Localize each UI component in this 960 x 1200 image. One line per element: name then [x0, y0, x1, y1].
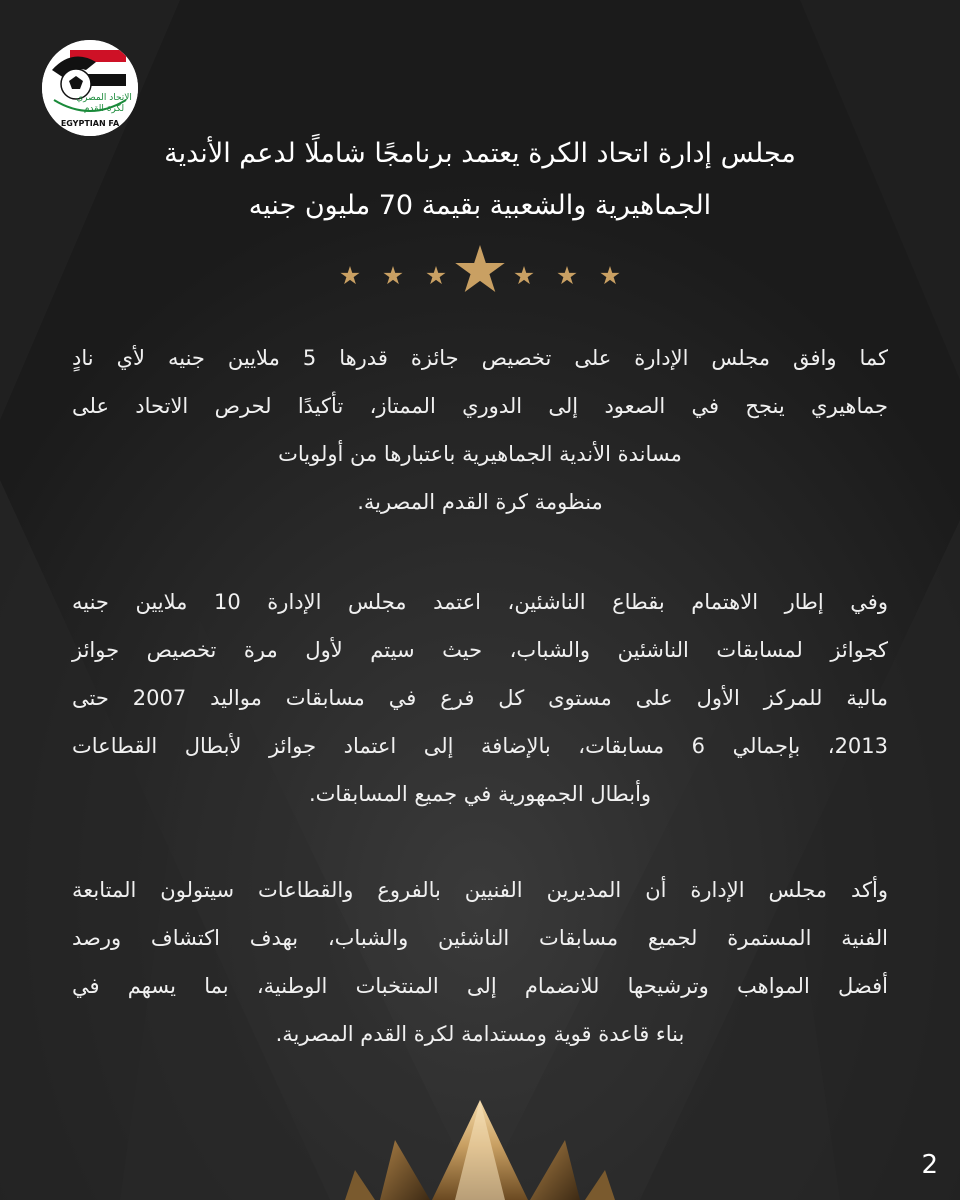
- logo-arabic-line1: الاتحاد المصري: [76, 93, 132, 103]
- paragraph-line: الفنية المستمرة لجميع مسابقات الناشئين والشباب، بهدف اكتشاف ورصد: [72, 926, 888, 950]
- paragraph-line: كجوائز لمسابقات الناشئين والشباب، حيث سيتم لأول مرة تخصيص جوائز: [72, 638, 888, 662]
- paragraph-line: 2013، بإجمالي 6 مسابقات، بالإضافة إلى اعتماد جوائز لأبطال القطاعات: [72, 734, 889, 758]
- paragraph-line: وأبطال الجمهورية في جميع المسابقات.: [308, 782, 652, 806]
- logo-english: EGYPTIAN FA: [60, 119, 120, 128]
- efa-logo: [42, 40, 138, 136]
- paragraph-line: وفي إطار الاهتمام بقطاع الناشئين، اعتمد مجلس الإدارة 10 ملايين جنيه: [72, 590, 888, 614]
- star-icon: [340, 266, 359, 284]
- paragraph-line: كما وافق مجلس الإدارة على تخصيص جائزة قدرها 5 ملايين جنيه لأي نادٍ: [72, 346, 888, 370]
- paragraph-line: منظومة كرة القدم المصرية.: [357, 490, 603, 514]
- efa-logo-icon: [42, 40, 138, 136]
- page-title: [60, 128, 900, 232]
- paragraph-line: وأكد مجلس الإدارة أن المديرين الفنيين بالفروع والقطاعات سيتولون المتابعة: [72, 878, 888, 902]
- paragraph-line: جماهيري ينجح في الصعود إلى الدوري الممتاز، تأكيدًا لحرص الاتحاد على: [72, 394, 888, 418]
- stars-divider: [330, 238, 630, 308]
- paragraph-2: [72, 578, 888, 818]
- paragraph-line: مساندة الأندية الجماهيرية باعتبارها من أولويات: [278, 442, 682, 466]
- paragraph-1: [72, 334, 888, 526]
- star-icon: [426, 266, 445, 284]
- paragraph-line: أفضل المواهب وترشيحها للانضمام إلى المنتخبات الوطنية، بما يسهم في: [72, 974, 888, 998]
- star-icon: [383, 266, 402, 284]
- page-number: 2: [921, 1150, 938, 1180]
- star-icon: [557, 266, 576, 284]
- title-line-2: الجماهيرية والشعبية بقيمة 70 مليون جنيه: [248, 190, 712, 221]
- paragraph-line: بناء قاعدة قوية ومستدامة لكرة القدم المصرية.: [275, 1022, 685, 1046]
- paragraph-line: مالية للمركز الأول على مستوى كل فرع في مسابقات مواليد 2007 حتى: [72, 686, 888, 710]
- logo-arabic-line2: لكرة القدم: [83, 104, 125, 114]
- title-line-1: مجلس إدارة اتحاد الكرة يعتمد برنامجًا شاملًا لدعم الأندية: [164, 138, 796, 169]
- star-icon: [455, 245, 504, 292]
- star-icon: [514, 266, 533, 284]
- star-icon: [600, 266, 619, 284]
- paragraph-3: [72, 866, 888, 1058]
